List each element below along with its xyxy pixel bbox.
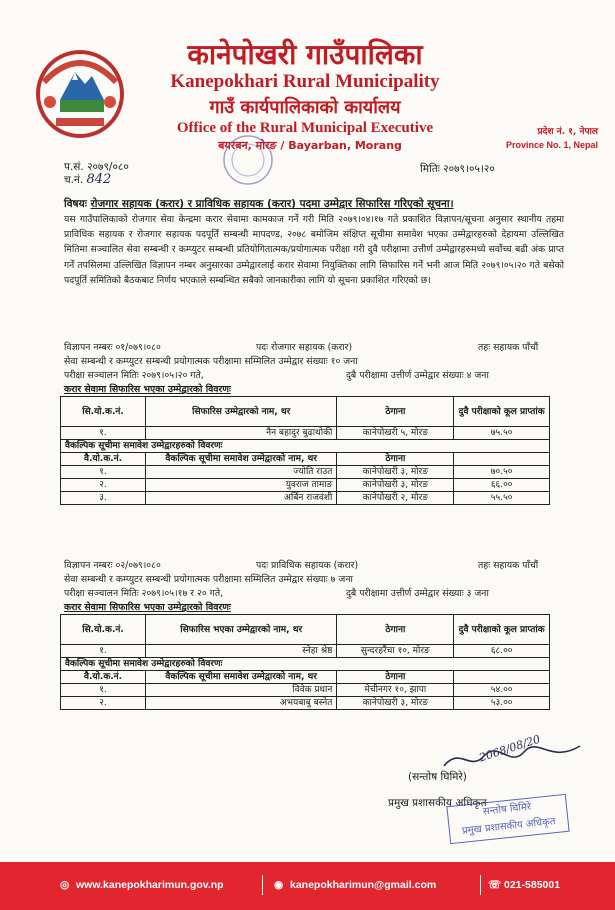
col-header: ठेगाना xyxy=(337,453,454,466)
col-header: दुवै परीक्षाको कूल प्राप्तांक xyxy=(454,397,550,427)
table-row xyxy=(61,427,550,440)
chalani-number xyxy=(64,172,111,187)
s2-vigyapan: विज्ञापन नम्बरः ०२/०७९।०८० xyxy=(64,560,161,571)
alt-header-row xyxy=(61,453,550,466)
s1-exam-date: परीक्षा सञ्चालन मितिः २०७९।०५।२० गते, xyxy=(64,370,204,381)
office-name-nepali: गाउँ कार्यपालिकाको कार्यालय xyxy=(209,97,401,118)
municipality-name-english: Kanepokhari Rural Municipality xyxy=(170,71,440,92)
stamp-name: सन्तोष घिमिरे xyxy=(482,801,532,818)
cell-sn: १. xyxy=(61,427,146,440)
alt-title-row xyxy=(61,658,550,671)
s2-alt-title: वैकल्पिक सूचीमा समावेश उम्मेद्वारहरुको विवरणः xyxy=(61,658,550,671)
patra-sankhya: प.सं. २०७९/०८० xyxy=(64,161,129,173)
cell-address: कानेपोखरी ३, मोरङ xyxy=(337,479,454,492)
emblem-of-nepal-logo xyxy=(30,42,130,142)
table-row xyxy=(61,684,550,697)
phone-icon: ☏ xyxy=(488,879,502,891)
s1-recommended-table xyxy=(60,396,550,505)
s1-vigyapan: विज्ञापन नम्बरः ०१/०७९।०८० xyxy=(64,342,161,353)
table-row xyxy=(61,466,550,479)
stamp-title: प्रमुख प्रशासकीय अधिकृत xyxy=(461,816,557,837)
cell-sn: ३. xyxy=(61,492,146,505)
s1-taha: तहः सहायक पाँचौं xyxy=(478,342,539,353)
handwritten-date: 2068/08/20 xyxy=(477,732,542,765)
footer-bar xyxy=(0,862,615,910)
table-header-row xyxy=(61,615,550,645)
cell-address: कानेपोखरी ३, मोरङ xyxy=(337,466,454,479)
email-icon: ◉ xyxy=(274,879,284,891)
signatory-name: (सन्तोष घिमिरे) xyxy=(408,771,467,783)
s2-taha: तहः सहायक पाँचौं xyxy=(478,560,539,571)
cell-name: विवेक प्रधान xyxy=(146,684,337,697)
s1-alt-title: वैकल्पिक सूचीमा समावेश उम्मेद्वारहरुको विवरणः xyxy=(61,440,550,453)
cell-address: कानेपोखरी २, मोरङ xyxy=(337,492,454,505)
col-header: ठेगाना xyxy=(337,671,454,684)
cell-score: ७०.५० xyxy=(454,466,550,479)
chalani-handwritten-value: 842 xyxy=(86,172,112,187)
cell-score: ७५.५० xyxy=(454,427,550,440)
s2-pad: पदः प्राविधिक सहायक (करार) xyxy=(256,560,359,571)
table-row xyxy=(61,492,550,505)
cell-name: युवराज तामाङ xyxy=(146,479,337,492)
cell-name: स्नेहा श्रेष्ठ xyxy=(146,645,337,658)
globe-icon: ◎ xyxy=(60,879,70,891)
cell-address: कानेपोखरी ३, मोरङ xyxy=(337,697,454,710)
table-row xyxy=(61,697,550,710)
subject-label: विषयः xyxy=(64,198,87,210)
s1-passed-count: दुबै परीक्षामा उत्तीर्ण उम्मेद्वार संख्याः ४ जना xyxy=(346,370,489,381)
office-address: बयरबन, मोरङ / Bayarban, Morang xyxy=(218,139,402,152)
cell-score: ५४.०० xyxy=(454,684,550,697)
cell-address: मेचीनगर १०, झापा xyxy=(337,684,454,697)
col-header: सिफारिस उम्मेद्वारको नाम, थर xyxy=(146,397,337,427)
cell-sn: १. xyxy=(61,684,146,697)
col-header: सि.यो.क.नं. xyxy=(61,615,146,645)
cell-sn: १. xyxy=(61,645,146,658)
letter-subject xyxy=(64,197,574,211)
cell-sn: २. xyxy=(61,697,146,710)
s1-participants: सेवा सम्बन्धी र कम्प्युटर सम्बन्धी प्रयोगात्मक परीक्षामा सम्मिलित उम्मेद्वार संख्याः १० जना xyxy=(64,356,358,367)
s2-recommended-table xyxy=(60,614,550,710)
footer-phone[interactable]: 021-585001 xyxy=(504,879,561,891)
cell-address: कानेपोखरी ५, मोरङ xyxy=(337,427,454,440)
s2-passed-count: दुबै परीक्षामा उत्तीर्ण उम्मेद्वार संख्याः ३ जना xyxy=(346,588,489,599)
col-header xyxy=(454,453,550,466)
cell-score: ६६.०० xyxy=(454,479,550,492)
col-header: ठेगाना xyxy=(337,397,454,427)
col-header: वै.यो.क.नं. xyxy=(61,671,146,684)
col-header: सि.यो.क.नं. xyxy=(61,397,146,427)
cell-sn: २. xyxy=(61,479,146,492)
col-header: वैकल्पिक सूचीमा समावेश उम्मेद्वारको नाम, थर xyxy=(146,453,337,466)
signatory-title: प्रमुख प्रशासकीय अधिकृत xyxy=(388,797,487,809)
cell-name: नैन बहादुर बुढाथोकी xyxy=(146,427,337,440)
table-row xyxy=(61,645,550,658)
table-header-row xyxy=(61,397,550,427)
alt-header-row xyxy=(61,671,550,684)
cell-score: ५३.०० xyxy=(454,697,550,710)
letter-date: मितिः २०७९।०५।२० xyxy=(420,163,495,175)
subject-text: रोजगार सहायक (करार) र प्राविधिक सहायक (करार) पदमा उम्मेद्वार सिफारिस गरिएको सूचना। xyxy=(90,198,454,210)
cell-name: अर्बिन राजवंशी xyxy=(146,492,337,505)
cell-name: अभयबाबु बस्नेत xyxy=(146,697,337,710)
cell-address: सुन्दरहरैंचा १०, मोरङ xyxy=(337,645,454,658)
cell-sn: १. xyxy=(61,466,146,479)
footer-website[interactable]: www.kanepokharimun.gov.np xyxy=(76,879,224,891)
alt-title-row xyxy=(61,440,550,453)
s2-recommended-title: करार सेवामा सिफारिस भएका उम्मेद्वारको विवरणः xyxy=(64,602,231,613)
office-name-english: Office of the Rural Municipal Executive xyxy=(176,120,434,136)
cell-score: ५५.५० xyxy=(454,492,550,505)
col-header xyxy=(454,671,550,684)
province-nepali: प्रदेश नं. १, नेपाल xyxy=(537,127,598,137)
footer-divider xyxy=(262,875,263,895)
footer-email[interactable]: kanepokharimun@gmail.com xyxy=(290,879,437,891)
col-header: वैकल्पिक सूचीमा समावेश उम्मेद्वारको नाम, थर xyxy=(146,671,337,684)
table-row xyxy=(61,479,550,492)
col-header: सिफारिस भएका उम्मेद्वारको नाम, थर xyxy=(146,615,337,645)
municipality-name-nepali: कानेपोखरी गाउँपालिका xyxy=(187,38,423,71)
province-english: Province No. 1, Nepal xyxy=(505,140,598,150)
col-header: वै.यो.क.नं. xyxy=(61,453,146,466)
notice-paragraph: यस गाउँपालिकाको रोजगार सेवा केन्द्रमा करार सेवामा कामकाज गर्ने गरी मिति २०७९।०४।१७ गते प्रकाशित विज्ञापन/सूचना अनुसार स्थानीय तहमा प्राविधिक सहायक र रोजगार सहायक पदपूर्ति सम्बन्धी मापदण्ड, २०७८ बमोजिम संक्षिप्त सूचीमा समावेश भएका उम्मेद्वारहरुको देहायमा उल्लिखित मितिमा सञ्चालित सेवा सम्बन्धी र कम्प्युटर सम्बन्धी प्रतियोगितात्मक/प्रयोगात्मक परीक्षा गरी दुवै परीक्षामा उत्तीर्ण उम्मेद्वारहरुमध्ये सर्वोच्च बढी अंक प्राप्त गर्ने तपसिलमा उल्लिखित विज्ञापन नम्बर अनुसारका उम्मेद्वारलाई करार सेवामा नियुक्तिका लागि सिफारिस गर्ने भनी आज मिति २०७९।०५।२० गते बसेको पदपूर्ति समितिको बैठकबाट निर्णय भएकाले सम्बन्धित सबैको जानकारीका लागि यो सूचना प्रकाशित गरिएको छ। xyxy=(64,214,564,286)
footer-divider xyxy=(480,875,481,895)
col-header: ठेगाना xyxy=(337,615,454,645)
s2-participants: सेवा सम्बन्धी र कम्प्युटर सम्बन्धी प्रयोगात्मक परीक्षामा सम्मिलित उम्मेद्वार संख्याः ७ जना xyxy=(64,574,353,585)
s2-exam-date: परीक्षा सञ्चालन मितिः २०७९।०५।१७ र २० गते, xyxy=(64,588,224,599)
chalani-label: च.नं. xyxy=(64,174,84,186)
s1-recommended-title: करार सेवामा सिफारिस भएका उम्मेद्वारको विवरणः xyxy=(64,384,231,395)
col-header: दुवै परीक्षाको कूल प्राप्तांक xyxy=(454,615,550,645)
office-seal-stamp xyxy=(220,132,276,188)
cell-score: ६८.०० xyxy=(454,645,550,658)
s1-pad: पदः रोजगार सहायक (करार) xyxy=(256,342,353,353)
cell-name: ज्योति राउत xyxy=(146,466,337,479)
